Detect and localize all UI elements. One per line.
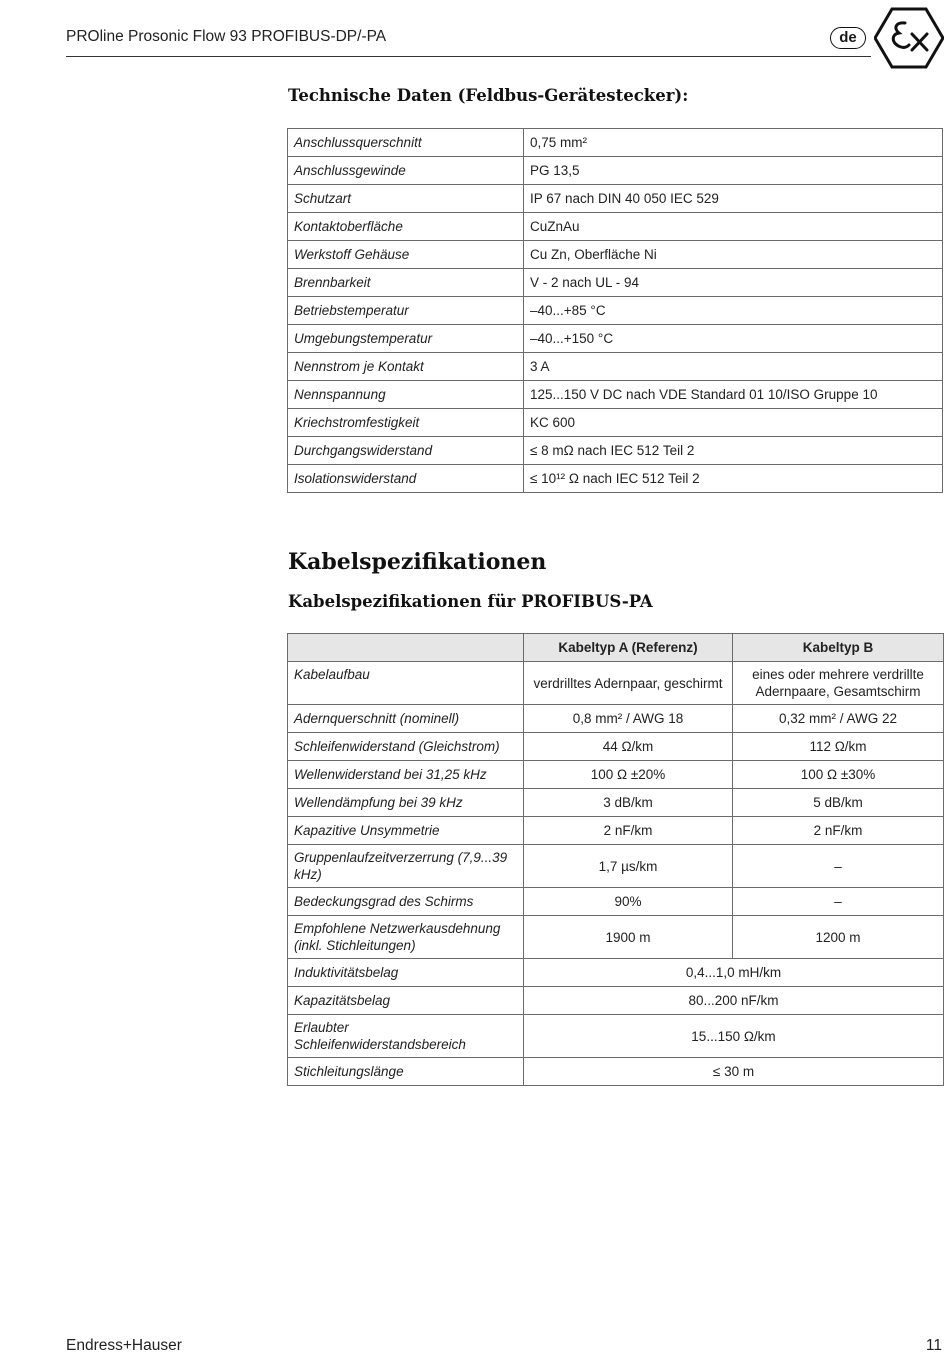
table-row xyxy=(288,241,943,269)
table-row xyxy=(288,733,944,761)
table-row xyxy=(288,789,944,817)
spec-label: Durchgangswiderstand xyxy=(288,437,524,465)
column-header xyxy=(288,634,524,662)
cable-property-label: Bedeckungsgrad des Schirms xyxy=(288,888,524,916)
spec-label: Anschlussgewinde xyxy=(288,157,524,185)
table-row xyxy=(288,269,943,297)
table-row xyxy=(288,959,944,987)
cable-type-b-value: 112 Ω/km xyxy=(733,733,944,761)
tech-data-heading: Technische Daten (Feldbus-Gerätestecker): xyxy=(288,86,689,105)
table-header-row xyxy=(288,634,944,662)
table-row xyxy=(288,409,943,437)
table-row xyxy=(288,437,943,465)
spec-value: –40...+150 °C xyxy=(524,325,943,353)
cable-type-a-value: 44 Ω/km xyxy=(524,733,733,761)
spec-value: CuZnAu xyxy=(524,213,943,241)
column-header: Kabeltyp A (Referenz) xyxy=(524,634,733,662)
table-row xyxy=(288,705,944,733)
table-row xyxy=(288,465,943,493)
header-divider xyxy=(66,56,871,57)
cable-type-b-value: 5 dB/km xyxy=(733,789,944,817)
spec-label: Isolationswiderstand xyxy=(288,465,524,493)
table-row xyxy=(288,353,943,381)
spec-label: Anschlussquerschnitt xyxy=(288,129,524,157)
cable-property-label: Wellenwiderstand bei 31,25 kHz xyxy=(288,761,524,789)
cable-type-b-value: 2 nF/km xyxy=(733,817,944,845)
cable-shared-value: ≤ 30 m xyxy=(524,1058,944,1086)
cable-property-label: Wellendämpfung bei 39 kHz xyxy=(288,789,524,817)
table-row xyxy=(288,381,943,409)
cable-property-label: Kapazitive Unsymmetrie xyxy=(288,817,524,845)
cable-spec-subtitle: Kabelspezifikationen für PROFIBUS-PA xyxy=(288,592,653,611)
ex-hexagon-icon xyxy=(874,6,944,70)
cable-type-a-value: 0,8 mm² / AWG 18 xyxy=(524,705,733,733)
cable-type-a-value: 100 Ω ±20% xyxy=(524,761,733,789)
cable-property-label: Kabelaufbau xyxy=(288,662,524,705)
table-row xyxy=(288,325,943,353)
spec-value: PG 13,5 xyxy=(524,157,943,185)
cable-property-label: Schleifenwiderstand (Gleichstrom) xyxy=(288,733,524,761)
table-row xyxy=(288,888,944,916)
table-row xyxy=(288,987,944,1015)
cable-type-a-value: 3 dB/km xyxy=(524,789,733,817)
cable-property-label: Adernquerschnitt (nominell) xyxy=(288,705,524,733)
cable-property-label: Kapazitätsbelag xyxy=(288,987,524,1015)
spec-label: Schutzart xyxy=(288,185,524,213)
table-row xyxy=(288,297,943,325)
cable-shared-value: 80...200 nF/km xyxy=(524,987,944,1015)
cable-type-a-value: 1900 m xyxy=(524,916,733,959)
cable-shared-value: 0,4...1,0 mH/km xyxy=(524,959,944,987)
table-row xyxy=(288,916,944,959)
cable-type-b-value: 100 Ω ±30% xyxy=(733,761,944,789)
cable-type-b-value: 0,32 mm² / AWG 22 xyxy=(733,705,944,733)
spec-value: 125...150 V DC nach VDE Standard 01 10/ISO Gruppe 10 xyxy=(524,381,943,409)
cable-type-b-value: – xyxy=(733,845,944,888)
table-row xyxy=(288,185,943,213)
cable-type-a-value: 1,7 µs/km xyxy=(524,845,733,888)
tech-data-table xyxy=(287,128,943,493)
cable-spec-title: Kabelspezifikationen xyxy=(288,549,547,575)
cable-property-label: Empfohlene Netzwerkausdehnung (inkl. Stichleitungen) xyxy=(288,916,524,959)
cable-type-a-value: 90% xyxy=(524,888,733,916)
language-badge: de xyxy=(830,27,866,49)
spec-value: 0,75 mm² xyxy=(524,129,943,157)
spec-label: Umgebungstemperatur xyxy=(288,325,524,353)
spec-value: –40...+85 °C xyxy=(524,297,943,325)
cable-spec-table xyxy=(287,633,944,1086)
brand-name: Endress+Hauser xyxy=(66,1337,182,1354)
cable-type-a-value: verdrilltes Adernpaar, geschirmt xyxy=(524,662,733,705)
table-row xyxy=(288,761,944,789)
spec-value: ≤ 10¹² Ω nach IEC 512 Teil 2 xyxy=(524,465,943,493)
table-row xyxy=(288,662,944,705)
spec-value: 3 A xyxy=(524,353,943,381)
spec-label: Betriebstemperatur xyxy=(288,297,524,325)
spec-label: Kriechstromfestigkeit xyxy=(288,409,524,437)
cable-property-label: Gruppenlaufzeitverzerrung (7,9...39 kHz) xyxy=(288,845,524,888)
spec-value: IP 67 nach DIN 40 050 IEC 529 xyxy=(524,185,943,213)
table-row xyxy=(288,129,943,157)
cable-property-label: Stichleitungslänge xyxy=(288,1058,524,1086)
column-header: Kabeltyp B xyxy=(733,634,944,662)
table-row xyxy=(288,1015,944,1058)
cable-property-label: Induktivitätsbelag xyxy=(288,959,524,987)
spec-value: Cu Zn, Oberfläche Ni xyxy=(524,241,943,269)
cable-type-a-value: 2 nF/km xyxy=(524,817,733,845)
cable-type-b-value: eines oder mehrere verdrillte Adernpaare, Gesamtschirm xyxy=(733,662,944,705)
table-row xyxy=(288,157,943,185)
table-row xyxy=(288,213,943,241)
table-row xyxy=(288,845,944,888)
document-title: PROline Prosonic Flow 93 PROFIBUS-DP/-PA xyxy=(66,28,387,45)
table-row xyxy=(288,1058,944,1086)
spec-label: Nennstrom je Kontakt xyxy=(288,353,524,381)
spec-label: Brennbarkeit xyxy=(288,269,524,297)
cable-type-b-value: 1200 m xyxy=(733,916,944,959)
cable-property-label: Erlaubter Schleifenwiderstandsbereich xyxy=(288,1015,524,1058)
table-row xyxy=(288,817,944,845)
cable-type-b-value: – xyxy=(733,888,944,916)
page-number: 11 xyxy=(925,1337,942,1354)
spec-value: KC 600 xyxy=(524,409,943,437)
spec-value: V - 2 nach UL - 94 xyxy=(524,269,943,297)
spec-value: ≤ 8 mΩ nach IEC 512 Teil 2 xyxy=(524,437,943,465)
spec-label: Werkstoff Gehäuse xyxy=(288,241,524,269)
spec-label: Kontaktoberfläche xyxy=(288,213,524,241)
cable-shared-value: 15...150 Ω/km xyxy=(524,1015,944,1058)
spec-label: Nennspannung xyxy=(288,381,524,409)
